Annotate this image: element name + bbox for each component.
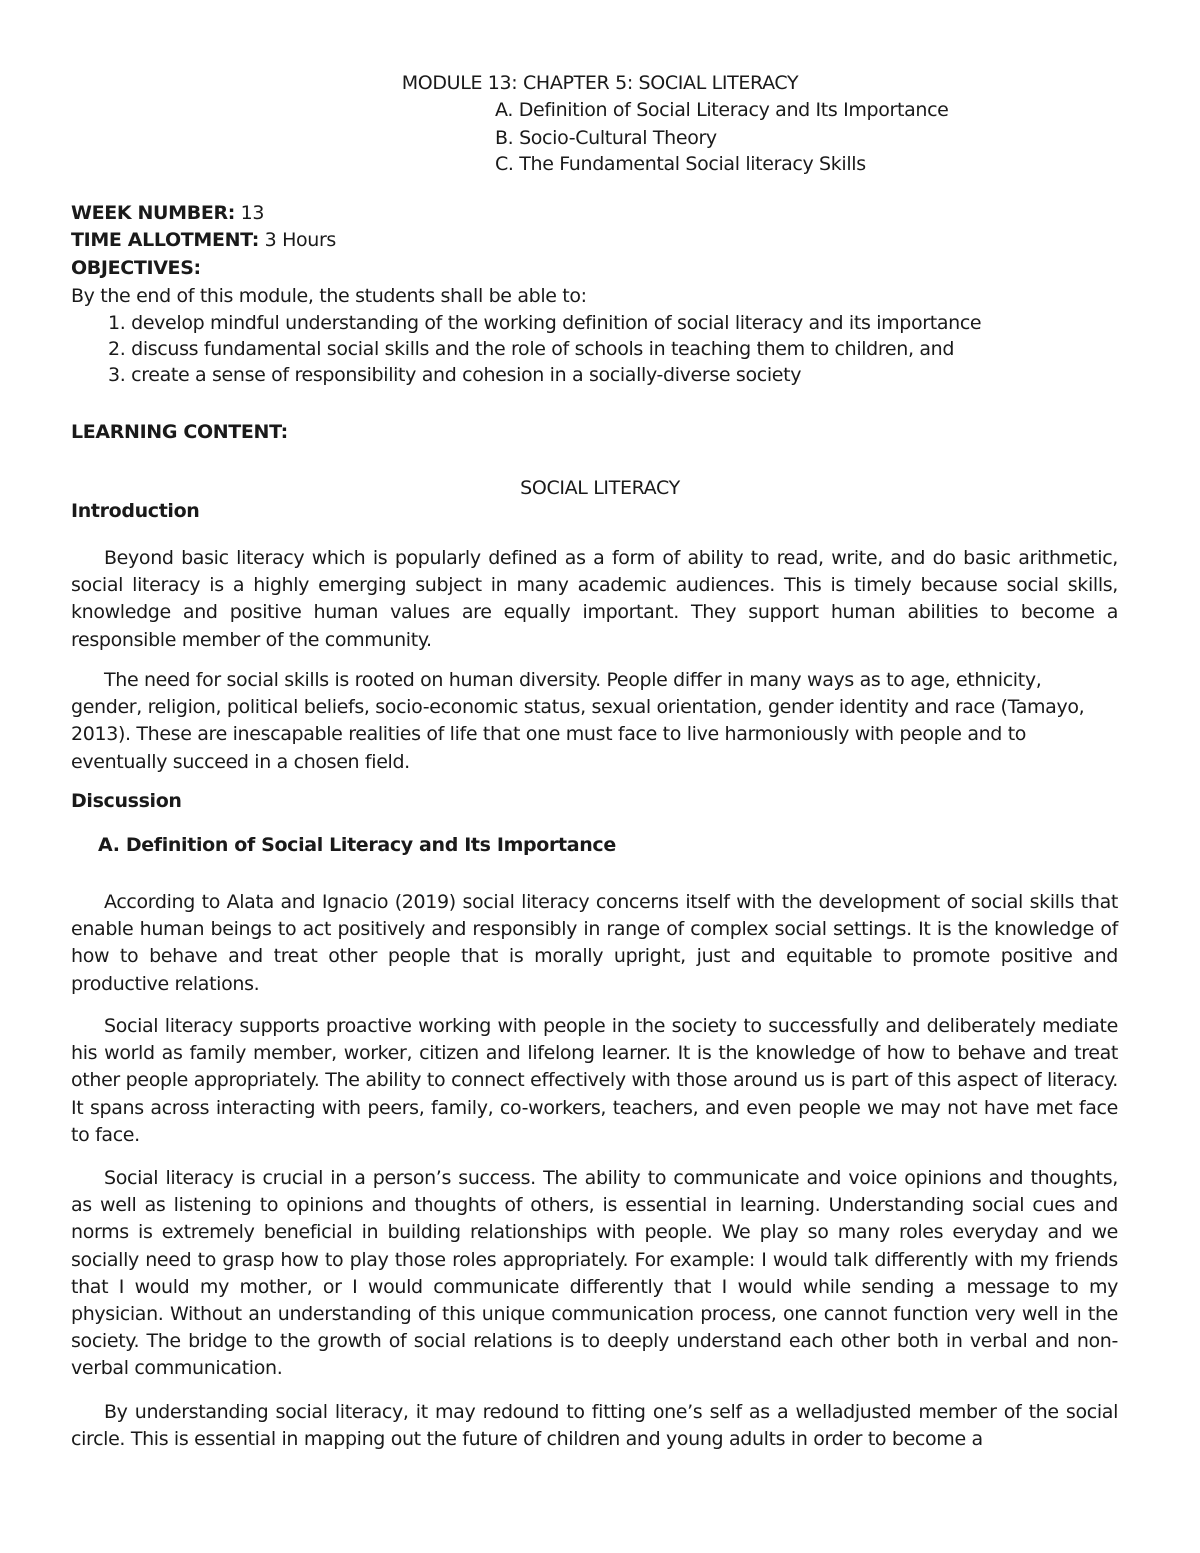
week-number (71, 202, 264, 224)
time-value: 3 Hours (258, 229, 336, 251)
discussion-paragraph-1 (71, 889, 1118, 998)
content-title: SOCIAL LITERACY (520, 477, 680, 499)
discussion-paragraph-4 (71, 1399, 1118, 1453)
module-title: MODULE 13: CHAPTER 5: SOCIAL LITERACY (401, 72, 799, 94)
intro-paragraph-2 (71, 667, 1118, 776)
discussion-paragraph-3-text: Social literacy is crucial in a person’s success. The ability to communicate and voice opinions and thoughts, as well as listening to opinions and thoughts of others, is essential in learning. Understanding social cues and norms is extremely beneficial in building relationships with people. We play so many roles everyday and we socially need to grasp how to play those roles appropriately. For example: I would talk differently with my friends that I would my mother, or I would communicate differently that I would while sending a message to my physician. Without an understanding of this unique communication process, one cannot function very well in the society. The bridge to the growth of social relations is to deeply understand each other both in verbal and non-verbal communication. (71, 1167, 1118, 1380)
week-value: 13 (234, 202, 265, 224)
objectives-label: OBJECTIVES: (71, 257, 201, 279)
topic-a: A. Definition of Social Literacy and Its Importance (495, 99, 949, 121)
intro-paragraph-1-text: Beyond basic literacy which is popularly defined as a form of ability to read, write, and do basic arithmetic, social literacy is a highly emerging subject in many academic audiences. This is timely because social skills, knowledge and positive human values are equally important. They support human abilities to become a responsible member of the community. (71, 547, 1118, 651)
discussion-paragraph-4-text: By understanding social literacy, it may redound to fitting one’s self as a welladjusted member of the social circle. This is essential in mapping out the future of children and young adults in order to become a (71, 1401, 1118, 1451)
discussion-heading: Discussion (71, 790, 182, 812)
section-a-heading: A. Definition of Social Literacy and Its Importance (98, 834, 616, 856)
introduction-heading: Introduction (71, 500, 200, 522)
intro-paragraph-2-text: The need for social skills is rooted on human diversity. People differ in many ways as to age, ethnicity, gender, religion, political beliefs, socio-economic status, sexual orientation, gender identity and race (Tamayo, 2013). These are inescapable realities of life that one must face to live harmoniously with people and to eventually succeed in a chosen field. (71, 669, 1085, 773)
learning-content-label: LEARNING CONTENT: (71, 421, 288, 443)
objective-item-1: 1. develop mindful understanding of the working definition of social literacy and its importance (108, 312, 982, 334)
time-allotment (71, 229, 336, 251)
discussion-paragraph-3 (71, 1165, 1118, 1383)
objective-item-3: 3. create a sense of responsibility and cohesion in a socially-diverse society (108, 364, 802, 386)
objective-item-2: 2. discuss fundamental social skills and the role of schools in teaching them to children, and (108, 338, 955, 360)
objectives-intro: By the end of this module, the students shall be able to: (71, 285, 587, 307)
topic-b: B. Socio-Cultural Theory (495, 127, 717, 149)
discussion-paragraph-2-text: Social literacy supports proactive working with people in the society to successfully and deliberately mediate his world as family member, worker, citizen and lifelong learner. It is the knowledge of how to behave and treat other people appropriately. The ability to connect effectively with those around us is part of this aspect of literacy. It spans across interacting with peers, family, co-workers, teachers, and even people we may not have met face to face. (71, 1015, 1118, 1146)
time-label: TIME ALLOTMENT: (71, 229, 259, 251)
topic-c: C. The Fundamental Social literacy Skills (495, 153, 866, 175)
discussion-paragraph-1-text: According to Alata and Ignacio (2019) social literacy concerns itself with the development of social skills that enable human beings to act positively and responsibly in range of complex social settings. It is the knowledge of how to behave and treat other people that is morally upright, just and equitable to promote positive and productive relations. (71, 891, 1118, 995)
week-label: WEEK NUMBER: (71, 202, 235, 224)
discussion-paragraph-2 (71, 1013, 1118, 1149)
intro-paragraph-1 (71, 545, 1118, 654)
